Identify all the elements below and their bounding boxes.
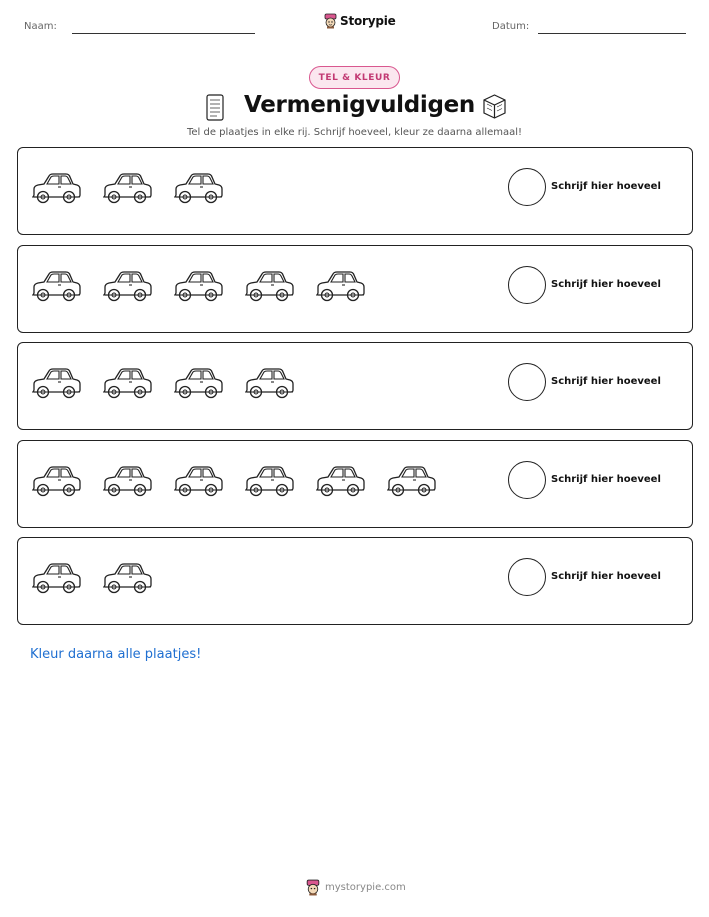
- footer: [306, 879, 406, 896]
- page-title: Vermenigvuldigen: [244, 92, 476, 118]
- car-icon: [243, 461, 295, 499]
- answer-circle[interactable]: [508, 461, 546, 499]
- answer-circle[interactable]: [508, 558, 546, 596]
- title-row: [0, 90, 709, 126]
- counting-row: [17, 342, 693, 430]
- answer-circle[interactable]: [508, 168, 546, 206]
- car-icon: [101, 461, 153, 499]
- counting-row: [17, 537, 693, 625]
- car-icon: [172, 168, 224, 206]
- car-group: [30, 168, 224, 206]
- answer-label: Schrijf hier hoeveel: [551, 181, 661, 192]
- answer-label: Schrijf hier hoeveel: [551, 278, 661, 290]
- storypie-mascot-icon: [324, 13, 337, 29]
- car-icon: [30, 461, 82, 499]
- footer-site: mystorypie.com: [325, 882, 406, 893]
- name-label: Naam:: [24, 21, 57, 32]
- book-icon: [205, 93, 225, 122]
- category-badge: TEL & KLEUR: [309, 66, 400, 89]
- counting-row: [17, 147, 693, 235]
- car-icon: [314, 461, 366, 499]
- counting-row: [17, 440, 693, 528]
- worksheet-header: [0, 0, 709, 50]
- car-icon: [30, 363, 82, 401]
- date-label: Datum:: [492, 21, 530, 32]
- car-icon: [30, 558, 82, 596]
- answer-label: Schrijf hier hoeveel: [551, 473, 661, 485]
- car-group: [30, 558, 153, 596]
- car-icon: [243, 266, 295, 304]
- car-icon: [101, 266, 153, 304]
- counting-row: [17, 245, 693, 333]
- brand-logo: [324, 13, 396, 29]
- answer-circle[interactable]: [508, 266, 546, 304]
- car-group: [30, 363, 295, 401]
- answer-label: Schrijf hier hoeveel: [551, 571, 661, 582]
- car-icon: [172, 461, 224, 499]
- storypie-mascot-icon: [306, 879, 320, 896]
- brand-name: Storypie: [340, 14, 396, 28]
- cube-icon: [481, 93, 508, 120]
- car-icon: [101, 168, 153, 206]
- answer-circle[interactable]: [508, 363, 546, 401]
- answer-label: Schrijf hier hoeveel: [551, 376, 661, 387]
- car-icon: [172, 363, 224, 401]
- car-icon: [30, 266, 82, 304]
- car-icon: [30, 168, 82, 206]
- car-icon: [314, 266, 366, 304]
- name-field[interactable]: [72, 33, 255, 34]
- car-icon: [172, 266, 224, 304]
- car-group: [30, 461, 437, 499]
- car-icon: [243, 363, 295, 401]
- car-icon: [101, 363, 153, 401]
- car-icon: [101, 558, 153, 596]
- footer-note: Kleur daarna alle plaatjes!: [30, 647, 202, 662]
- car-group: [30, 266, 366, 304]
- car-icon: [385, 461, 437, 499]
- date-field[interactable]: [538, 33, 686, 34]
- instructions: Tel de plaatjes in elke rij. Schrijf hoeveel, kleur ze daarna allemaal!: [186, 127, 523, 138]
